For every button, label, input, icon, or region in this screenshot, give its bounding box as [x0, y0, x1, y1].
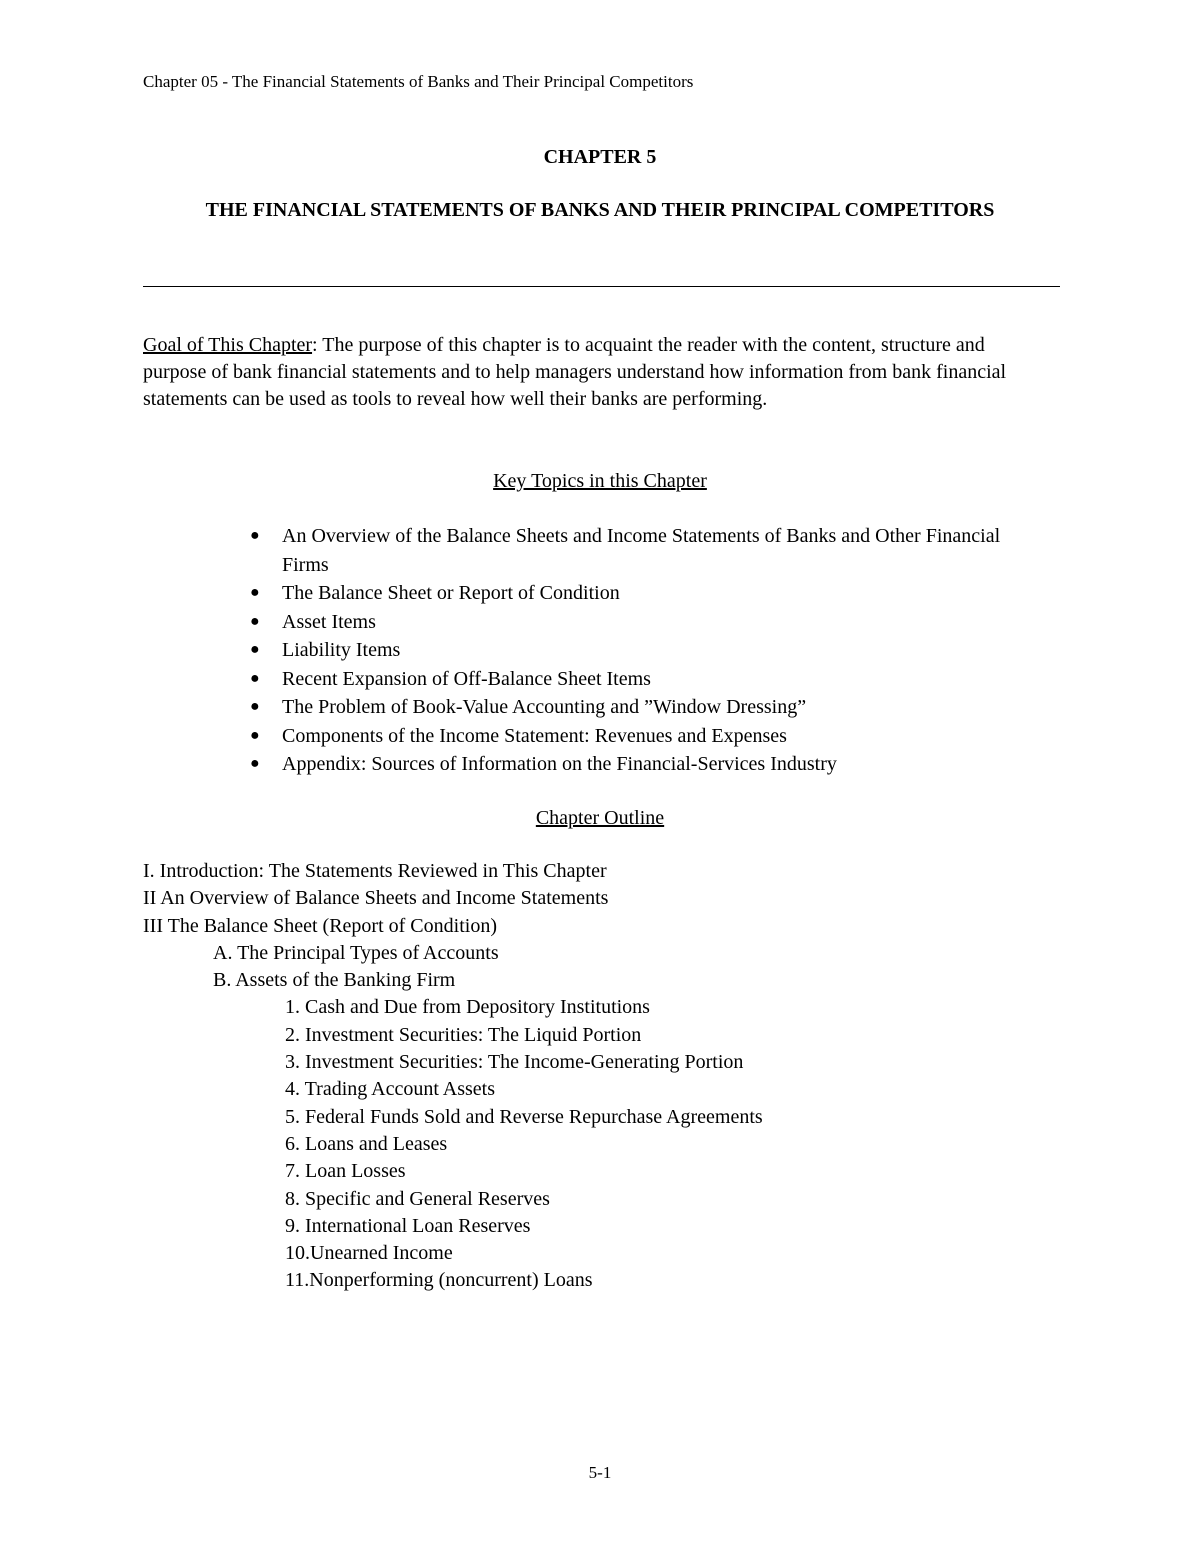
topic-text: The Balance Sheet or Report of Condition [282, 582, 620, 604]
topic-text: An Overview of the Balance Sheets and Income Statements of Banks and Other Financial Firms [282, 525, 1001, 576]
bullet-icon: ● [250, 669, 260, 687]
topic-text: The Problem of Book-Value Accounting and ”Window Dressing” [282, 696, 807, 718]
outline-section: III The Balance Sheet (Report of Condition) [143, 914, 497, 937]
topic-text: Appendix: Sources of Information on the Financial-Services Industry [282, 753, 837, 775]
outline-subsection: A. The Principal Types of Accounts [213, 941, 499, 964]
outline-item: 10.Unearned Income [285, 1242, 453, 1265]
list-item [247, 750, 1047, 779]
outline-item: 1. Cash and Due from Depository Institutions [285, 996, 650, 1019]
list-item [247, 693, 1047, 722]
page-number: 5-1 [588, 1463, 612, 1482]
topic-text: Liability Items [282, 639, 401, 661]
topic-text: Components of the Income Statement: Revenues and Expenses [282, 724, 787, 747]
list-item [247, 608, 1047, 637]
key-topics-heading: Key Topics in this Chapter [493, 470, 707, 492]
goal-label: Goal of This Chapter [143, 334, 313, 356]
outline-item: 2. Investment Securities: The Liquid Portion [285, 1023, 642, 1046]
chapter-number: CHAPTER 5 [543, 146, 657, 168]
bullet-icon: ● [250, 726, 260, 744]
outline-section: I. Introduction: The Statements Reviewed in This Chapter [143, 860, 607, 882]
topic-text: Asset Items [282, 610, 376, 633]
outline-subsection: B. Assets of the Banking Firm [213, 969, 456, 992]
chapter-title: THE FINANCIAL STATEMENTS OF BANKS AND THEIR PRINCIPAL COMPETITORS [205, 199, 995, 221]
outline-section: II An Overview of Balance Sheets and Income Statements [143, 887, 609, 910]
outline-item: 6. Loans and Leases [285, 1132, 448, 1155]
outline-item: 3. Investment Securities: The Income-Generating Portion [285, 1051, 744, 1074]
horizontal-rule [143, 286, 1060, 287]
list-item [247, 579, 1047, 608]
bullet-icon: ● [250, 641, 260, 658]
key-topics-list [247, 522, 1047, 779]
running-header: Chapter 05 - The Financial Statements of Banks and Their Principal Competitors [143, 72, 694, 91]
bullet-icon: ● [250, 527, 260, 544]
outline-item: 11.Nonperforming (noncurrent) Loans [285, 1269, 593, 1292]
outline-item: 5. Federal Funds Sold and Reverse Repurchase Agreements [285, 1105, 763, 1128]
bullet-icon: ● [250, 755, 260, 772]
chapter-outline [143, 858, 1043, 1295]
goal-text: : The purpose of this chapter is to acquaint the reader with the content, structure and purpose of bank financial statements and to help managers understand how information from bank financial statements can be used as tools to reveal how well their banks are performing. [143, 334, 1007, 410]
outline-item: 7. Loan Losses [285, 1160, 406, 1183]
bullet-icon: ● [250, 612, 260, 630]
list-item [247, 636, 1047, 665]
topic-text: Recent Expansion of Off-Balance Sheet Items [282, 667, 651, 690]
chapter-outline-heading: Chapter Outline [535, 807, 665, 829]
outline-item: 8. Specific and General Reserves [285, 1187, 550, 1210]
goal-paragraph [143, 332, 1048, 413]
bullet-icon: ● [250, 698, 260, 715]
outline-item: 9. International Loan Reserves [285, 1214, 531, 1237]
list-item [247, 522, 1047, 579]
list-item [247, 722, 1047, 751]
outline-item: 4. Trading Account Assets [285, 1078, 496, 1101]
list-item [247, 665, 1047, 694]
bullet-icon: ● [250, 584, 260, 601]
